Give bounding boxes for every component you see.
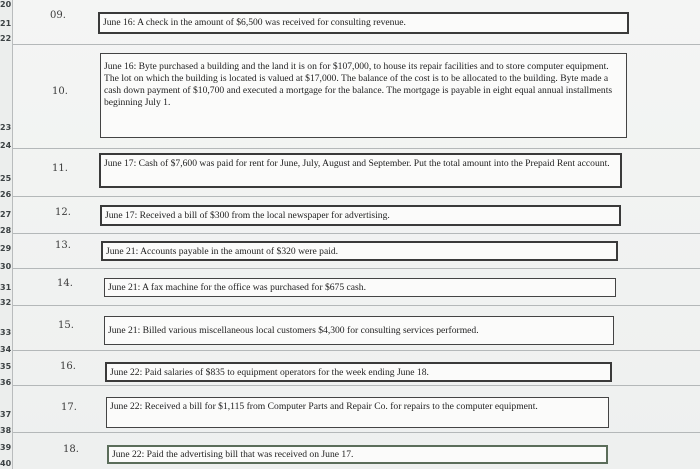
row-divider xyxy=(13,196,700,197)
entry-text-cell[interactable] xyxy=(99,153,622,188)
entry-number: 11. xyxy=(52,163,68,174)
entry-text-cell[interactable] xyxy=(105,362,612,382)
row-number[interactable]: 21 xyxy=(0,19,12,28)
entry-text: June 17: Received a bill of $300 from the local newspaper for advertising. xyxy=(105,210,390,221)
entry-number: 18. xyxy=(63,444,79,455)
row-number[interactable]: 38 xyxy=(0,426,12,435)
row-number[interactable]: 25 xyxy=(0,174,12,183)
row-number[interactable]: 37 xyxy=(0,410,12,419)
entry-text-cell[interactable] xyxy=(107,445,608,464)
entry-text: June 17: Cash of $7,600 was paid for rent for June, July, August and September. Put the total amount into the Prepaid Rent account. xyxy=(104,158,610,169)
entry-number: 10. xyxy=(52,86,68,97)
row-divider xyxy=(13,305,700,306)
entry-number: 16. xyxy=(60,361,76,372)
entry-text: June 22: Paid the advertising bill that was received on June 17. xyxy=(112,449,354,460)
row-number[interactable]: 36 xyxy=(0,378,12,387)
row-number[interactable]: 30 xyxy=(0,262,12,271)
entry-number: 17. xyxy=(61,402,77,413)
entry-text-cell[interactable] xyxy=(100,53,627,138)
row-number[interactable]: 28 xyxy=(0,226,12,235)
entry-text: June 16: A check in the amount of $6,500 was received for consulting revenue. xyxy=(103,17,406,28)
entry-number: 14. xyxy=(57,278,73,289)
entry-text: June 21: Billed various miscellaneous local customers $4,300 for consulting services performed. xyxy=(108,325,479,336)
entry-number: 15. xyxy=(58,320,74,331)
entry-text: June 21: A fax machine for the office was purchased for $675 cash. xyxy=(108,282,366,293)
entry-text-cell[interactable] xyxy=(98,12,629,34)
entry-text-cell[interactable] xyxy=(101,241,618,261)
row-number[interactable]: 29 xyxy=(0,244,12,253)
entry-text-cell[interactable] xyxy=(106,397,609,428)
row-divider xyxy=(13,350,700,351)
row-number[interactable]: 39 xyxy=(0,443,12,452)
row-number[interactable]: 26 xyxy=(0,190,12,199)
entry-text-cell[interactable] xyxy=(100,205,621,226)
row-number[interactable]: 32 xyxy=(0,298,12,307)
row-number[interactable]: 31 xyxy=(0,283,12,292)
row-number[interactable]: 20 xyxy=(0,0,12,9)
entry-text: June 16: Byte purchased a building and the land it is on for $107,000, to house its repair facilities and to store computer equipment. The lot on which the building is located is valued at $17,000. The balance of the cost is to be allocated to the building. Byte made a cash down payment of $10,700 and executed a mortgage for the balance. The mortgage is payable in eight equal annual installments beginning July 1. xyxy=(104,61,613,108)
row-divider xyxy=(13,268,700,269)
row-number[interactable]: 22 xyxy=(0,34,12,43)
entry-text-cell[interactable] xyxy=(104,316,614,345)
entry-number: 09. xyxy=(50,10,66,21)
row-divider xyxy=(13,233,700,234)
entry-text: June 22: Paid salaries of $835 to equipment operators for the week ending June 18. xyxy=(110,367,429,378)
entry-number: 12. xyxy=(55,207,71,218)
row-number[interactable]: 27 xyxy=(0,210,12,219)
entry-number: 13. xyxy=(55,240,71,251)
row-divider xyxy=(13,385,700,386)
row-number[interactable]: 23 xyxy=(0,123,12,132)
row-divider xyxy=(13,148,700,149)
row-number[interactable]: 33 xyxy=(0,328,12,337)
row-divider xyxy=(13,432,700,433)
row-number[interactable]: 40 xyxy=(0,459,12,468)
entry-text-cell[interactable] xyxy=(104,278,616,297)
row-number[interactable]: 24 xyxy=(0,141,12,150)
row-number[interactable]: 35 xyxy=(0,362,12,371)
row-divider xyxy=(13,44,700,45)
entry-text: June 21: Accounts payable in the amount of $320 were paid. xyxy=(106,246,339,257)
row-number[interactable]: 34 xyxy=(0,345,12,354)
entry-text: June 22: Received a bill for $1,115 from Computer Parts and Repair Co. for repairs to the computer equipment. xyxy=(110,401,538,412)
